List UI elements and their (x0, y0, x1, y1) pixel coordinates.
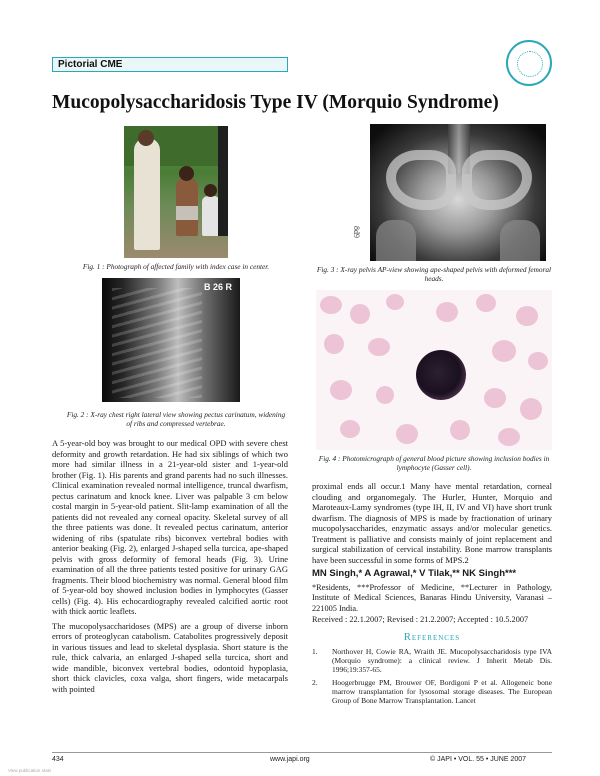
references-heading: References (403, 631, 461, 643)
journal-website-link[interactable]: www.japi.org (270, 756, 310, 763)
received-dates: Received : 22.1.2007; Revised : 21.2.2007; Accepted : 10.5.2007 (312, 615, 529, 624)
reference-text: Northover H, Cowie RA, Wraith JE. Mucopolysaccharidosis type IVA (Morquio syndrome): a clinical review. J Inherit Metab Dis. 1996;19:357-65. (332, 647, 552, 674)
figure-2-caption: Fig. 2 : X-ray chest right lateral view showing pectus carinatum, widening of ribs and compressed vertebrae. (66, 410, 286, 428)
reference-item (312, 678, 552, 705)
right-column (312, 481, 552, 709)
author-list: MN Singh,* A Agrawal,* V Tilak,** NK Singh*** (312, 568, 517, 579)
figure-3-pelvis-xray (370, 124, 546, 261)
publication-stats-note: View publication stats (8, 768, 52, 773)
figure-4-blood-smear (316, 290, 552, 450)
figure-3-marker: 8d9 (352, 226, 361, 238)
reference-number: 2. (312, 678, 318, 687)
figure-4-caption: Fig. 4 : Photomicrograph of general blood picture showing inclusion bodies in lymphocyte (Gasser cell). (318, 454, 550, 472)
page-number: 434 (52, 756, 64, 763)
body-paragraph: proximal ends all occur.1 Many have mental retardation, corneal clouding and organomegaly. The Hurler, Hunter, Morquio and Maroteaux-Lamy syndromes (type IH, II, IV and VI) have short trunk dwarfism. The diagnosis of MPS is made by fractionation of urinary mucopolysaccharides, enzymatic assays and/or molecular genetics. Treatment is palliative and consists mainly of joint replacement and surgical stabilization of cervical instability. Bone marrow transplants have been successful in some forms of MPS.2 (312, 481, 552, 565)
section-tag: Pictorial CME (52, 57, 288, 72)
reference-text: Hoogerbrugge PM, Brouwer OF, Bordigoni P et al. Allogeneic bone marrow transplantation for lysosomal storage diseases. The European Group of Bone Marrow Transplantation. Lancet (332, 678, 552, 705)
reference-number: 1. (312, 647, 318, 656)
figure-1-caption: Fig. 1 : Photograph of affected family with index case in center. (82, 262, 270, 271)
left-column (52, 438, 288, 698)
footer-divider (52, 752, 552, 753)
affiliation: *Residents, ***Professor of Medicine, **Lecturer in Pathology, Institute of Medical Sciences, Banaras Hindu University, Varanasi – 221005 India. (312, 582, 552, 613)
page-title: Mucopolysaccharidosis Type IV (Morquio Syndrome) (52, 92, 499, 113)
journal-seal-icon (506, 40, 552, 86)
body-paragraph: The mucopolysaccharidoses (MPS) are a group of diverse inborn errors of proteoglycan catabolism. Catabolites progressively deposit in various tissues and lead to skeletal dysplasia. Short stature is the rule, thick calvaria, an enlarged J-shaped sella turcica, short and wide mandible, biconvex vertebral bodies, odontoid hypoplasia, short thick clavicles, coxa valga, short fingers, wide metacarpals with pointed (52, 620, 288, 694)
reference-item (312, 647, 552, 674)
body-paragraph: A 5-year-old boy was brought to our medical OPD with severe chest deformity and growth retardation. He had six siblings of which two more had similar illness in a 21-year-old sister and 1-year-old brother (Fig. 1). His parents and grand parents had no such illnesses. Clinical examination revealed normal intelligence, truncal dwarfism, pectus carinatum and knock knee. Liver was palpable 3 cm below costal margin in 5-year-old patient. Slit-lamp examination of all the patients did not revealed any corneal opacity. Skeletal survey of all the three patients was done. It revealed pectus carinatum, anterior widening of ribs (spatulate ribs) biconvex vertebral bodies with anterior beaking (Fig. 2), enlarged J-shaped sella turcica, ape-shaped pelvis with gross deformity of femoral heads (Fig. 3). Urine examination of all the three patients tested positive for urinary GAG fragments. Their blood biochemistry was normal. General blood film of 5-year-old boy showed inclusion bodies in lymphocytes (Gasser cells) (Fig. 4). His echocardiography revealed calcified aortic root with thick aortic leaflets. (52, 438, 288, 616)
figure-3-caption: Fig. 3 : X-ray pelvis AP-view showing ape-shaped pelvis with deformed femoral heads. (316, 265, 552, 283)
figure-2-label: B 26 R (204, 282, 233, 292)
figure-2-chest-xray (102, 278, 240, 402)
journal-citation: © JAPI • VOL. 55 • JUNE 2007 (430, 756, 527, 763)
figure-1-family-photo (124, 126, 228, 258)
